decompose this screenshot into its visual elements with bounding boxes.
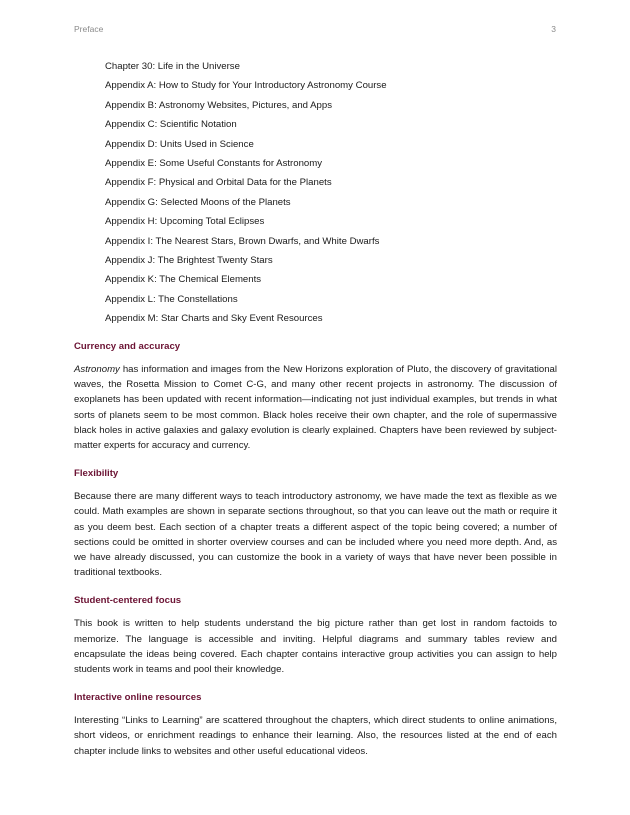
- toc-item: Appendix M: Star Charts and Sky Event Resources: [105, 313, 323, 325]
- paragraph-interactive: Interesting “Links to Learning” are scattered throughout the chapters, which direct students to online animations, short videos, or enrichment readings to enhance their learning. Also, the resources listed at the end of each chapter include links to websites and other useful educational videos.: [74, 715, 557, 757]
- paragraph-currency: [74, 362, 557, 453]
- toc-item: Appendix C: Scientific Notation: [105, 119, 237, 131]
- toc-item: Chapter 30: Life in the Universe: [105, 61, 240, 72]
- toc-item: Appendix K: The Chemical Elements: [105, 274, 262, 286]
- toc-item: Appendix D: Units Used in Science: [105, 138, 254, 150]
- book-title: Astronomy: [74, 364, 120, 375]
- toc-item: Appendix E: Some Useful Constants for Astronomy: [105, 157, 323, 169]
- toc-item: Appendix H: Upcoming Total Eclipses: [105, 216, 265, 228]
- running-header-title: Preface: [74, 24, 104, 34]
- toc-item: Appendix B: Astronomy Websites, Pictures, and Apps: [105, 99, 332, 111]
- toc-item: Appendix J: The Brightest Twenty Stars: [105, 254, 273, 266]
- toc-item: Appendix L: The Constellations: [105, 293, 238, 305]
- section-heading-flexibility: Flexibility: [74, 468, 119, 480]
- page-number: 3: [551, 24, 556, 34]
- toc-item: Appendix A: How to Study for Your Introductory Astronomy Course: [105, 80, 387, 92]
- paragraph-currency-text: has information and images from the New Horizons exploration of Pluto, the discovery of gravitational waves, the Rosetta Mission to Comet C-G, and many other recent projects in astronomy. The discussion of exoplanets has been updated with recent information—indicating not just individual examples, but trends in what sorts of planets seem to be most common. Black holes receive their own chapter, and the role of supermassive black holes in active galaxies and galaxy evolution is clearly explained. Chapters have been reviewed by subject-matter experts for accuracy and currency.: [74, 364, 557, 452]
- toc-item: Appendix F: Physical and Orbital Data for the Planets: [105, 177, 332, 189]
- section-heading-interactive: Interactive online resources: [74, 692, 202, 704]
- section-heading-currency: Currency and accuracy: [74, 341, 181, 352]
- body-content: [74, 340, 557, 773]
- section-heading-student-centered: Student-centered focus: [74, 595, 182, 607]
- running-header: [74, 24, 556, 34]
- toc-list: [105, 60, 387, 331]
- toc-item: Appendix G: Selected Moons of the Planets: [105, 196, 291, 208]
- paragraph-flexibility: Because there are many different ways to teach introductory astronomy, we have made the text as flexible as we could. Math examples are shown in separate sections throughout, so that you can leave out the math or require it as you deem best. Each section of a chapter treats a different aspect of the topic being covered; a number of sections could be omitted in shorter overview courses and can be included where you need more depth. And, as we have already discussed, you can customize the book in a variety of ways that have never been possible in traditional textbooks.: [74, 491, 557, 579]
- paragraph-student-centered: This book is written to help students understand the big picture rather than get lost in random factoids to memorize. The language is accessible and inviting. Helpful diagrams and summary tables review and encapsulate the ideas being covered. Each chapter contains interactive group activities you can assign to help students work in teams and pool their knowledge.: [74, 618, 557, 676]
- toc-item: Appendix I: The Nearest Stars, Brown Dwarfs, and White Dwarfs: [105, 235, 380, 247]
